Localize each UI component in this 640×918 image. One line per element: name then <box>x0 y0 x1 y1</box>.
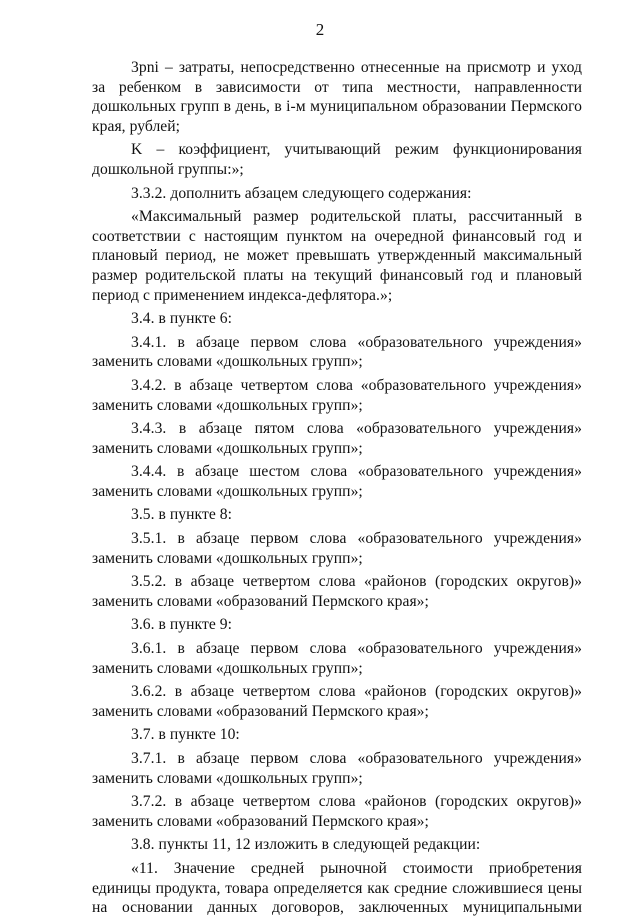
paragraph-3-7-1: 3.7.1. в абзаце первом слова «образовательного учреждения» заменить словами «дошкольных групп»; <box>92 750 582 787</box>
paragraph-3-7-2: 3.7.2. в абзаце четвертом слова «районов (городских округов)» заменить словами «образований Пермского края»; <box>92 793 582 830</box>
paragraph-item-11-quote: «11. Значение средней рыночной стоимости приобретения единицы продукта, товара определяется как средние сложившиеся цены на основании данных договоров, заключенных муниципальными <box>92 859 582 917</box>
paragraph-3-4-4: 3.4.4. в абзаце шестом слова «образовательного учреждения» заменить словами «дошкольных групп»; <box>92 463 582 500</box>
paragraph-3-6: 3.6. в пункте 9: <box>131 616 232 634</box>
paragraph-3-4: 3.4. в пункте 6: <box>131 310 232 328</box>
document-body <box>92 58 582 918</box>
paragraph-3-6-1: 3.6.1. в абзаце первом слова «образовательного учреждения» заменить словами «дошкольных групп»; <box>92 640 582 677</box>
paragraph-3-4-3: 3.4.3. в абзаце пятом слова «образовательного учреждения» заменить словами «дошкольных групп»; <box>92 420 582 457</box>
paragraph-max-fee-quote: «Максимальный размер родительской платы, рассчитанный в соответствии с настоящим пунктом на очередной финансовый год и плановый период, не может превышать утвержденный максимальный размер родительской платы на текущий финансовый год и плановый период с применением индекса-дефлятора.»; <box>92 208 582 304</box>
paragraph-formula-k: K – коэффициент, учитывающий режим функционирования дошкольной группы:»; <box>92 141 582 178</box>
paragraph-3-7: 3.7. в пункте 10: <box>131 726 240 744</box>
page-number: 2 <box>315 20 325 39</box>
paragraph-formula-3pni: 3pni – затраты, непосредственно отнесенные на присмотр и уход за ребенком в зависимости от типа местности, направленности дошкольных групп в день, в i-м муниципальном образовании Пермского края, рублей; <box>92 59 582 135</box>
paragraph-3-5-1: 3.5.1. в абзаце первом слова «образовательного учреждения» заменить словами «дошкольных групп»; <box>92 530 582 567</box>
paragraph-3-6-2: 3.6.2. в абзаце четвертом слова «районов (городских округов)» заменить словами «образований Пермского края»; <box>92 683 582 720</box>
paragraph-3-5-2: 3.5.2. в абзаце четвертом слова «районов (городских округов)» заменить словами «образований Пермского края»; <box>92 573 582 610</box>
paragraph-3-5: 3.5. в пункте 8: <box>131 506 232 524</box>
paragraph-3-3-2: 3.3.2. дополнить абзацем следующего содержания: <box>131 184 472 202</box>
paragraph-3-4-2: 3.4.2. в абзаце четвертом слова «образовательного учреждения» заменить словами «дошкольных групп»; <box>92 376 582 414</box>
paragraph-3-8: 3.8. пункты 11, 12 изложить в следующей редакции: <box>131 836 481 854</box>
paragraph-3-4-1: 3.4.1. в абзаце первом слова «образовательного учреждения» заменить словами «дошкольных групп»; <box>92 333 582 371</box>
